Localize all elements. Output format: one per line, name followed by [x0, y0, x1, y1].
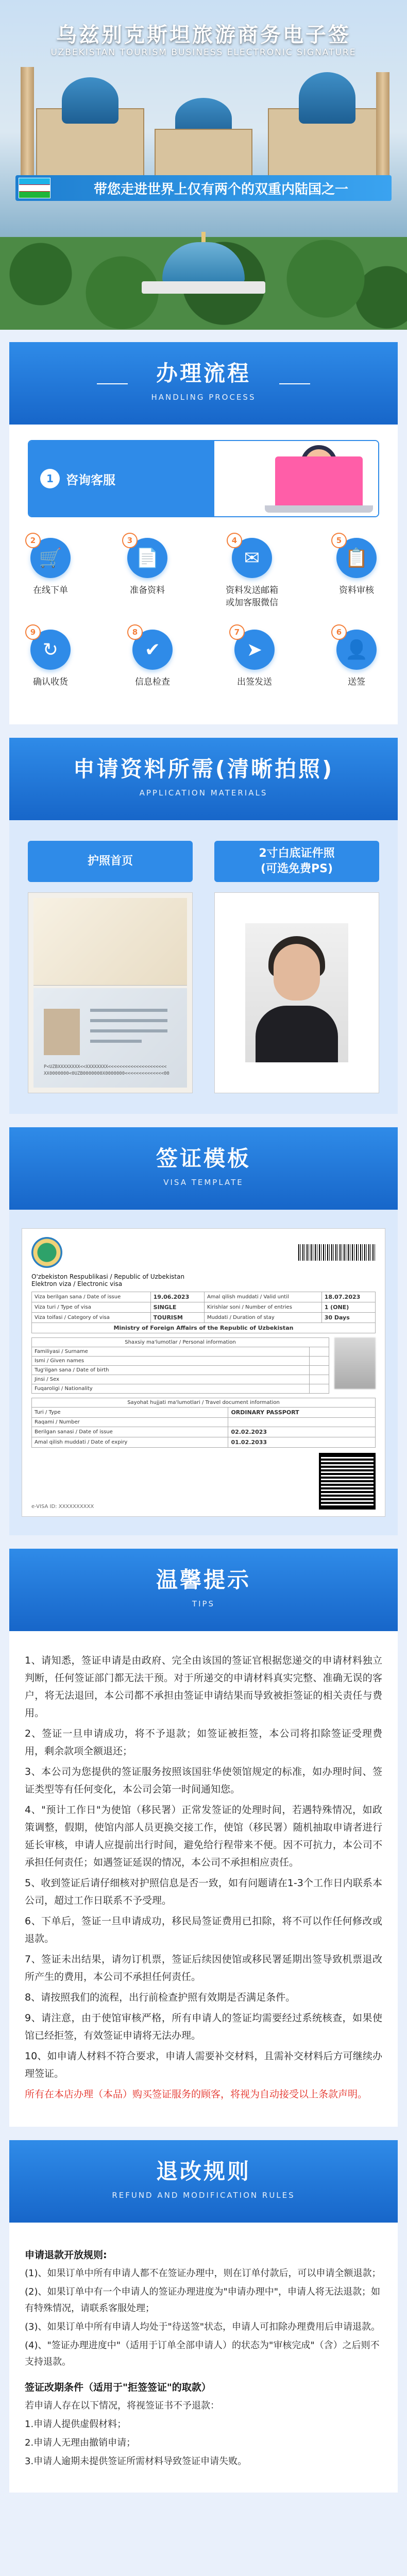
step-info-check	[122, 630, 183, 688]
materials-banner	[9, 738, 398, 820]
step-label: 确认收货	[33, 677, 68, 687]
tip-item: 5、收到签证后请仔细核对护照信息是否一致，如有问题请在1-3个工作日内联系本公司，超过工作日联系不予受理。	[25, 1877, 382, 1906]
send-icon: ➤ 7	[234, 630, 275, 670]
tip-item: 1、请知悉，签证申请是由政府、完全由该国的签证官根据您递交的申请材料独立判断，任何签证部门都无法干预。对于所递交的申请材料真实完整、准确无误的客户，将无法退回，本公司都不承担由签证申请结果而导致被拒签证的相关责任与费用。	[25, 1655, 382, 1719]
step-badge: 2	[25, 533, 41, 548]
step-label: 资料发送邮箱 或加客服微信	[226, 585, 278, 608]
visa-row	[32, 1418, 376, 1427]
barcode	[298, 1244, 376, 1261]
id-photo-sample	[214, 892, 379, 1093]
step-submit	[326, 630, 387, 688]
process-title: 办理流程	[156, 361, 251, 386]
monument-dome	[162, 242, 245, 283]
rules-section	[9, 2140, 398, 2493]
holder-field: Fuqaroligi / Nationality	[32, 1384, 310, 1394]
mail-icon: ✉ 4	[232, 538, 272, 578]
process-steps	[9, 517, 398, 724]
rule-item: (1)、如果订单中所有申请人都不在签证办理中，则在订单付款后，可以申请全额退款；	[25, 2268, 381, 2279]
cart-icon: 🛒 2	[30, 538, 71, 578]
tip-item: 6、下单后，签证一旦申请成功，移民局签证费用已扣除，将不可以作任何修改或退款。	[25, 1916, 382, 1944]
contact-service-card[interactable]	[28, 440, 379, 517]
visa-top	[31, 1237, 376, 1268]
tips-body	[9, 1631, 398, 2127]
visa-row	[32, 1323, 376, 1333]
visa-document	[22, 1228, 385, 1517]
process-banner	[9, 342, 398, 425]
visa-row	[32, 1437, 376, 1448]
document-icon: 📄 3	[127, 538, 167, 578]
step-label: 准备资料	[130, 585, 165, 596]
step-visa-send	[224, 630, 285, 688]
step-badge: 6	[331, 624, 347, 640]
rule-item: 3.申请人逾期未提供签证所需材料导致签证申请失败。	[25, 2456, 247, 2467]
step-confirm-receipt	[20, 630, 81, 688]
visa-passport-table	[31, 1398, 376, 1448]
laptop-icon	[275, 456, 363, 505]
step-label: 信息检查	[135, 677, 170, 687]
materials-tags	[9, 820, 398, 882]
visa-key: Viza turi / Type of visa	[32, 1302, 151, 1313]
rules-heading: 申请退款开放规则:	[25, 2249, 107, 2261]
submit-icon: 👤 6	[336, 630, 377, 670]
visa-value: 19.06.2023	[150, 1292, 204, 1302]
hero-subtitle: UZBEKISTAN TOURISM BUSINESS ELECTRONIC SIGNATURE	[50, 47, 357, 58]
minaret-right	[376, 72, 389, 185]
steps-row-1	[20, 538, 387, 609]
visa-row	[32, 1357, 329, 1366]
materials-images	[9, 882, 398, 1093]
tagline-bar	[15, 175, 392, 201]
step-badge: 9	[25, 624, 41, 640]
visa-key: Muddati / Duration of stay	[204, 1313, 321, 1323]
visa-row	[32, 1347, 329, 1357]
passport-value	[228, 1418, 376, 1427]
mrz-line-1: P<UZBXXXXXXXX<<XXXXXXXX<<<<<<<<<<<<<<<<<<<<<	[44, 1064, 167, 1070]
step-send-email	[213, 538, 291, 609]
tip-item: 9、请注意，由于使馆审核严格，所有申请人的签证均需要经过系统核查，如果使馆已经拒签，有效签证申请将无法办理。	[25, 2012, 382, 2041]
process-section	[9, 342, 398, 724]
rule-item: 2.申请人无理由撤销申请；	[25, 2437, 136, 2448]
tip-item: 10、如申请人材料不符合要求，申请人需要补交材料，且需补交材料后方可继续办理签证。	[25, 2050, 382, 2079]
passport-mrz	[44, 1064, 177, 1077]
passport-page-top	[33, 898, 187, 986]
passport-line	[90, 1040, 142, 1043]
rules-body	[9, 2223, 398, 2493]
check-icon: ✔ 8	[132, 630, 173, 670]
monument	[131, 232, 276, 294]
materials-subtitle: APPLICATION MATERIALS	[139, 788, 268, 798]
holder-field: Jinsi / Sex	[32, 1375, 310, 1384]
visa-value: 30 Days	[321, 1313, 375, 1323]
rule-item: (4)、"签证办理进度中"（适用于订单全部申请人）的状态为"审核完成"（含）之后则不支持退款。	[25, 2340, 380, 2367]
dome-right	[299, 72, 355, 124]
process-subtitle: HANDLING PROCESS	[151, 393, 256, 402]
holder-info-heading: Shaxsiy ma'lumotlar / Personal information	[32, 1338, 329, 1347]
visa-row	[32, 1313, 376, 1323]
passport-value: 02.02.2023	[228, 1427, 376, 1437]
visa-key: Viza toifasi / Category of visa	[32, 1313, 151, 1323]
tip-item: 2、签证一旦申请成功，将不予退款；如签证被拒签，本公司将扣除签证受理费用，剩余款项全额退还；	[25, 1728, 382, 1757]
madrasah-center	[155, 129, 252, 180]
contact-illustration	[214, 441, 378, 516]
step-badge: 4	[227, 533, 242, 548]
rule-item: 1.申请人提供虚假材料；	[25, 2419, 127, 2430]
banner-deco-right	[279, 383, 310, 384]
photo-tag: 2寸白底证件照 (可选免费PS)	[214, 841, 379, 882]
uzbekistan-emblem-icon	[31, 1237, 62, 1268]
passport-line	[90, 1009, 167, 1012]
visa-holder-table	[31, 1337, 329, 1394]
step-badge: 8	[127, 624, 143, 640]
passport-sample	[28, 892, 193, 1093]
visa-footer	[31, 1453, 376, 1510]
passport-key: Turi / Type	[32, 1408, 228, 1418]
tip-item: 3、本公司为您提供的签证服务按照该国驻华使领馆规定的标准，如办理时间、签证类型等有任何变化，本公司会第一时间通知您。	[25, 1766, 382, 1795]
flag-stripe-white	[19, 184, 50, 192]
visa-row	[32, 1292, 376, 1302]
tips-subtitle: TIPS	[192, 1599, 215, 1608]
visa-banner	[9, 1127, 398, 1210]
tips-banner	[9, 1549, 398, 1631]
step-number: 1	[40, 469, 60, 488]
tip-item: 8、请按照我们的流程，出行前检查护照有效期是否满足条件。	[25, 1992, 296, 2003]
visa-section	[9, 1127, 398, 1535]
visa-holder-block	[31, 1337, 376, 1394]
visa-row	[32, 1375, 329, 1384]
holder-field: Ismi / Given names	[32, 1357, 310, 1366]
visa-row	[32, 1408, 376, 1418]
materials-section	[9, 738, 398, 1114]
passport-photo	[44, 1009, 80, 1055]
visa-note: e-VISA ID: XXXXXXXXXX	[31, 1504, 94, 1510]
visa-key: Kirishlar soni / Number of entries	[204, 1302, 321, 1313]
visa-row	[32, 1384, 329, 1394]
visa-holder-photo	[334, 1337, 376, 1389]
passport-key: Raqami / Number	[32, 1418, 228, 1427]
step-label: 送签	[348, 677, 365, 687]
mrz-line-2: XX0000000<0UZB0000000X0000000<<<<<<<<<<<<<<00	[44, 1071, 169, 1076]
step-prepare-materials	[116, 538, 178, 597]
visa-key: Amal qilish muddati / Valid until	[204, 1292, 321, 1302]
passport-tag: 护照首页	[28, 841, 193, 882]
passport-line	[90, 1029, 167, 1032]
step-label: 出签发送	[237, 677, 272, 687]
rule-item: (2)、如果订单中有一个申请人的签证办理进度为"申请办理中"，申请人将无法退款；如有特殊情况，请联系客服处理；	[25, 2286, 381, 2314]
review-icon: 📋 5	[336, 538, 377, 578]
visa-value: SINGLE	[150, 1302, 204, 1313]
passport-value: ORDINARY PASSPORT	[228, 1408, 376, 1418]
dome-left	[62, 77, 118, 124]
visa-row	[32, 1302, 376, 1313]
holder-value-empty	[309, 1357, 329, 1366]
holder-value-empty	[309, 1375, 329, 1384]
visa-value: TOURISM	[150, 1313, 204, 1323]
visa-value: 1 (ONE)	[321, 1302, 375, 1313]
steps-row-2	[20, 630, 387, 688]
hero-title: 乌兹别克斯坦旅游商务电子签	[56, 23, 351, 47]
rule-item: (3)、如果订单中所有申请人均处于"待送签"状态，申请人可扣除办理费用后申请退款。	[25, 2321, 381, 2332]
tip-red-note: 所有在本店办理（本品）购买签证服务的顾客，将视为自动接受以上条款声明。	[25, 2089, 368, 2100]
tips-section	[9, 1549, 398, 2127]
rule-item: 若申请人存在以下情况，将视签证书不予退款：	[25, 2400, 219, 2411]
step-label: 在线下单	[33, 585, 68, 596]
minaret-left	[21, 67, 34, 185]
monument-base	[142, 281, 265, 294]
rules-banner	[9, 2140, 398, 2223]
visa-value: 18.07.2023	[321, 1292, 375, 1302]
tagline: 带您走进世界上仅有两个的双重内陆国之一	[93, 181, 348, 197]
step-badge: 7	[229, 624, 245, 640]
step-badge: 5	[331, 533, 347, 548]
rules-subtitle: REFUND AND MODIFICATION RULES	[112, 2191, 295, 2200]
step-badge: 3	[122, 533, 138, 548]
passport-key: Amal qilish muddati / Date of expiry	[32, 1437, 228, 1448]
tips-title: 温馨提示	[156, 1567, 251, 1592]
photo-face	[274, 944, 320, 1001]
photo-body	[256, 1006, 338, 1062]
rules-heading: 签证改期条件（适用于"拒签签证"的取款）	[25, 2382, 211, 2393]
hero-banner	[0, 0, 407, 330]
contact-left	[29, 441, 214, 516]
banner-deco-left	[97, 383, 128, 384]
flag-stripe-green	[19, 192, 50, 198]
step-label: 资料审核	[339, 585, 374, 596]
visa-key: Viza berilgan sana / Date of issue	[32, 1292, 151, 1302]
qr-code-icon	[319, 1453, 376, 1510]
flag-stripe-blue	[19, 178, 50, 184]
visa-subtitle: VISA TEMPLATE	[163, 1178, 244, 1187]
passport-value: 01.02.2033	[228, 1437, 376, 1448]
passport-key: Berilgan sanasi / Date of issue	[32, 1427, 228, 1437]
holder-value-empty	[309, 1347, 329, 1357]
step-online-order	[20, 538, 81, 597]
id-photo	[245, 923, 348, 1062]
visa-row	[32, 1398, 376, 1408]
visa-row	[32, 1366, 329, 1375]
holder-field: Familiyasi / Surname	[32, 1347, 310, 1357]
uzbekistan-flag-icon	[19, 178, 50, 198]
tip-item: 4、"预计工作日"为使馆（移民署）正常发签证的处理时间，若遇特殊情况，如政策调整，假期，使馆内部人员更换交接工作，使馆（移民署）随机抽取申请者进行延长审核，申请人应提前出行时间，避免给行程带来不便。因不可抗力，本公司不承担任何责任；如遇签证延误的情况，本公司不承担相应责任。	[25, 1804, 382, 1868]
holder-field: Tug'ilgan sana / Date of birth	[32, 1366, 310, 1375]
holder-value-empty	[309, 1384, 329, 1394]
contact-label: 咨询客服	[66, 472, 115, 487]
visa-header: O'zbekiston Respublikasi / Republic of Uzbekistan Elektron viza / Electronic visa	[31, 1273, 185, 1287]
visa-issued-by: Ministry of Foreign Affairs of the Republic of Uzbekistan	[32, 1323, 376, 1333]
visa-main-table	[31, 1292, 376, 1333]
visa-title: 签证模板	[156, 1146, 251, 1171]
confirm-icon: ↻ 9	[30, 630, 71, 670]
passport-line	[90, 1019, 167, 1022]
passport-page-bottom	[33, 988, 187, 1088]
tip-item: 7、签证未出结果，请勿订机票，签证后续因使馆或移民署延期出签导致机票退改所产生的费用，本公司不承担任何责任。	[25, 1954, 382, 1982]
holder-value-empty	[309, 1366, 329, 1375]
passport-info-heading: Sayohat hujjati ma'lumotlari / Travel document information	[32, 1398, 376, 1408]
visa-row	[32, 1338, 329, 1347]
rules-title: 退改规则	[156, 2159, 251, 2184]
visa-row	[32, 1427, 376, 1437]
step-review	[326, 538, 387, 597]
materials-title: 申请资料所需(清晰拍照)	[73, 756, 334, 782]
